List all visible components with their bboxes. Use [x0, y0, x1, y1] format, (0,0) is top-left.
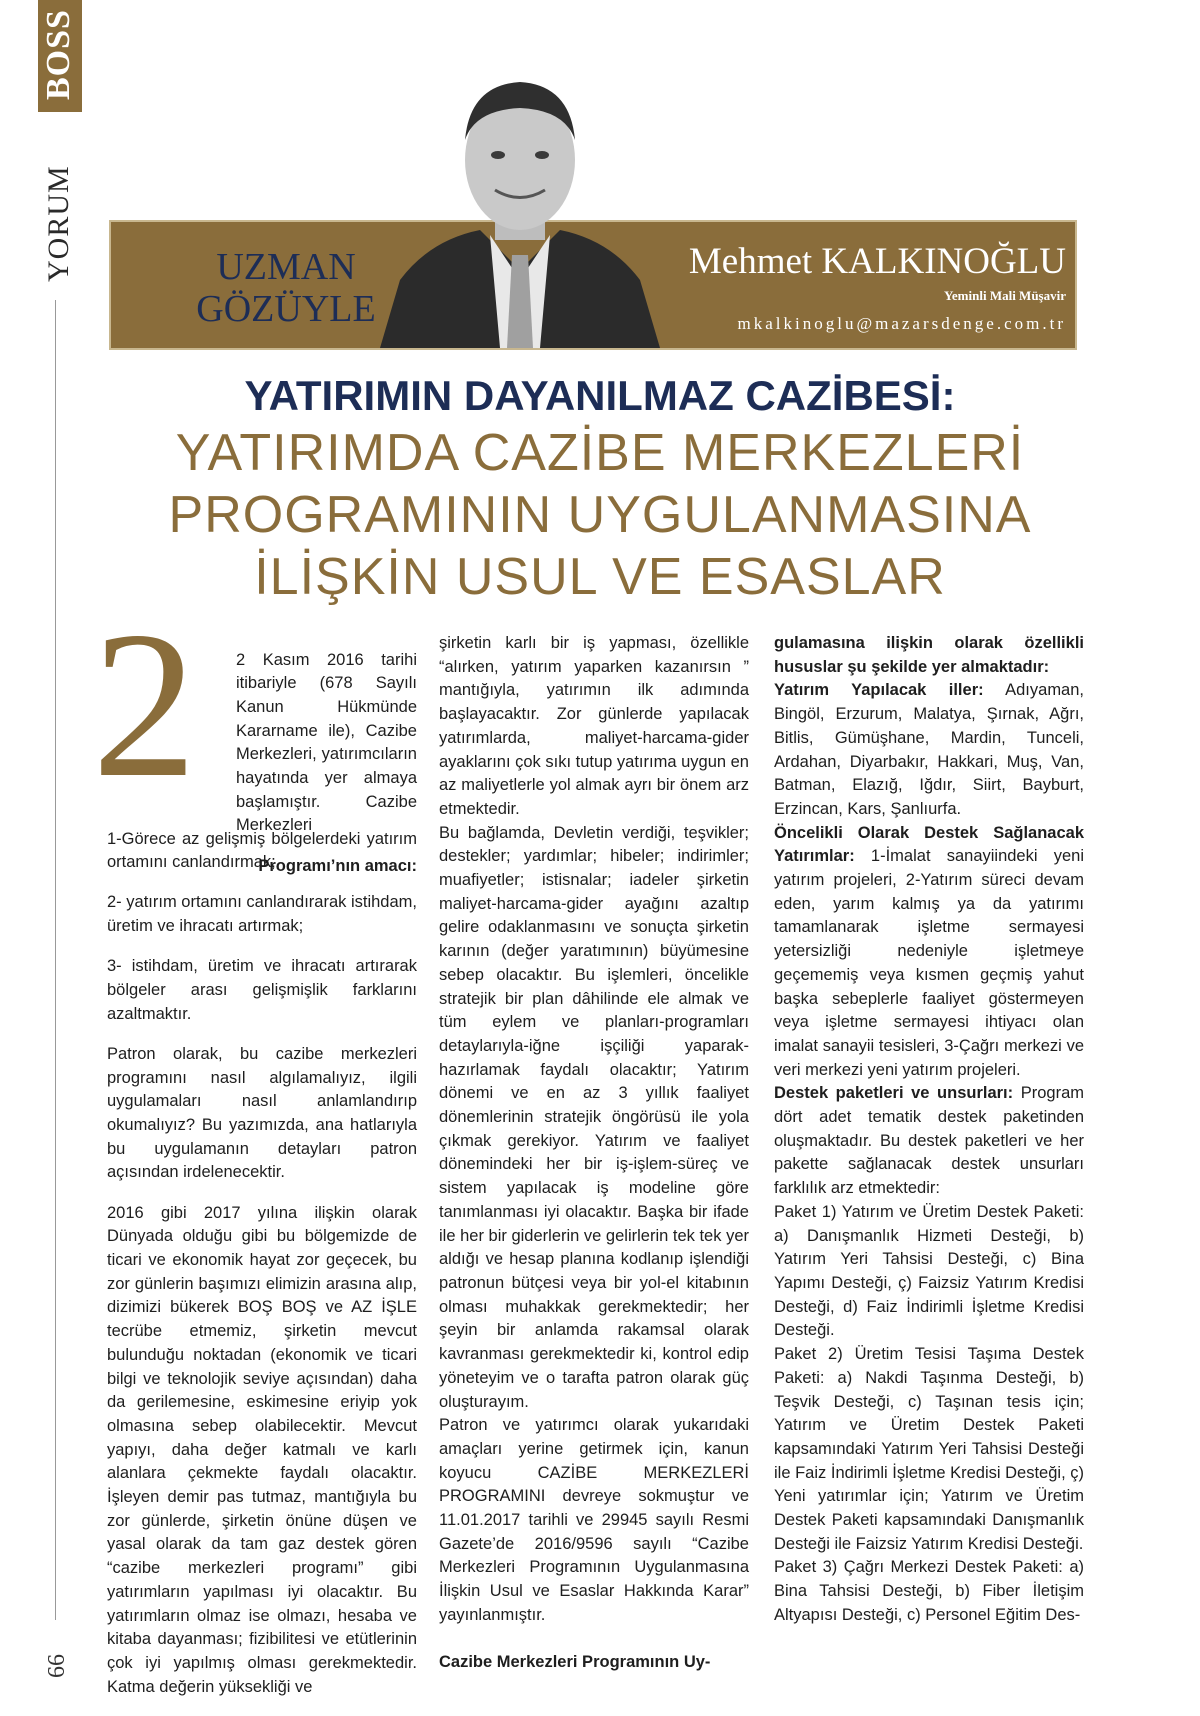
column-label-line2: GÖZÜYLE [196, 288, 376, 330]
spacer [439, 1628, 749, 1651]
author-role: Yeminli Mali Müşavir [943, 288, 1066, 303]
priority-paragraph [774, 822, 1084, 1083]
author-portrait [370, 40, 670, 348]
page-number: 66 [44, 1654, 70, 1678]
provinces-label: Yatırım Yapılacak iller: [774, 681, 984, 700]
body-paragraph: Bu bağlamda, Devletin verdiği, teşvikler; destekler; yardımlar; hibeler; indirimler; muafiyetler; istisnalar; iadeler şirketin maliyet-harcama-gider ayağını azaltıp gelire odaklanmasını ve sonuçta şirketin karının (değer yaratımının) büyümesine sebep olacaktır. Bu işlemleri, öncelikle stratejik bir plan dâhilinde ele almak ve tüm eylem ve planları-programları detaylarıyla-iğne işçiliği yaparak- hazırlamak faydalı olacaktır; Yatırım dönemi ve en az 3 yıllık faaliyet dönemlerinin stratejik öngörüsü ile yola çıkmak gerekiyor. Yatırım ve faaliyet dönemindeki her bir iş-işlem-süreç ve sistem yapılacak iş modeline göre tanımlanması iyi olacaktır. Başka bir ifade ile her bir giderlerin ve gelirlerin tek tek yer aldığı ve hesap planına kodlanıp işlendiği patronun bütçesi veya bir yol-el kitabının olması muhakkak gerekmektedir; her şeyin bir anlamda rakamsal olarak kavranması gerekmektedir ki, kontrol edip yöneteyim ve o tarafta patron olarak güç oluşturayım. [439, 823, 749, 1411]
brand-name: BOSS [40, 9, 77, 100]
provinces-list: Adıyaman, Bingöl, Erzurum, Malatya, Şırnak, Ağrı, Bitlis, Gümüşhane, Mardin, Tunceli, Ardahan, Diyarbakır, Hakkari, Muş, Van, Batman, Elazığ, Iğdır, Siirt, Bayburt, Erzincan, Kars, Şanlıurfa. [774, 681, 1084, 818]
body-paragraph: şirketin karlı bir iş yapması, özellikle “alırken, yatırım yaparken kazanırsın ” mantığıyla, yatırımın ilk adımında başlayacaktır. Zor günlerde yapılacak yatırımlarda, maliyet-harcama-gider ayaklarını çok sıkı tutup yatırıma uygun en az maliyetlerle yol almak ayrı bir önem arz etmektedir. [439, 634, 749, 818]
article-kicker: YATIRIMIN DAYANILMAZ CAZİBESİ: [244, 372, 956, 419]
package-item: Paket 3) Çağrı Merkezi Destek Paketi: a) Bina Tahsisi Desteği, b) Fiber İletişim Altyapısı Desteği, c) Personel Eğitim Des- [774, 1558, 1084, 1624]
section-name: YORUM [42, 165, 75, 282]
column-1 [107, 811, 417, 1716]
side-divider [55, 300, 56, 1620]
provinces-paragraph [774, 679, 1084, 821]
body-paragraph: Patron ve yatırımcı olarak yukarıdaki amaçları yerine getirmek için, kanun koyucu CAZİBE MERKEZLERİ PROGRAMINI devreye sokmuştur ve 11.01.2017 tarihli ve 29945 sayılı Resmi Gazete’de 2016/9596 sayılı “Cazibe Merkezleri Programının Uygulanmasına İlişkin Usul ve Esaslar Hakkında Karar” yayınlanmıştır. [439, 1416, 749, 1624]
section-heading-continued: gulamasına ilişkin olarak özellikli hususlar şu şekilde yer almaktadır: [774, 634, 1084, 676]
body-paragraph: 2016 gibi 2017 yılına ilişkin olarak Dünyada olduğu gibi bu bölgemizde de ticari ve ekonomik hayat zor geçecek, bu zor günlerin başımızı elimizin arasına alıp, dizimizi bükerek BOŞ BOŞ ve AZ İŞLE tecrübe etmemiz, şirketin mevcut bulunduğu noktadan (ekonomik ve ticari bilgi ve teknolojik seviye açısından) daha da gerilemesine, eskimesine eriyip yok olmasına sebep olabilecektir. Mevcut yapıyı, daha değer katmalı ve karlı alanlara çekmekte faydalı olacaktır. İşleyen demir pas tutmaz, mantığıyla bu zor günlerde, şirketin önüne düşen ve yasal olarak da tam gaz destek gören “cazibe merkezleri programı” gibi yatırımların yapılması iyi olacaktır. Bu yatırımların olmaz ise olmazı, hesaba ve kitaba dayanması; fizibilitesi ve etütlerinin çok iyi yapılmış olması gerekmektedir. Katma değerin yüksekliği ve [107, 1203, 417, 1696]
packages-paragraph [774, 1082, 1084, 1201]
page-number-box [38, 1610, 82, 1689]
side-tag [38, 0, 82, 285]
article-title-line: PROGRAMININ UYGULANMASINA [168, 486, 1032, 544]
packages-label: Destek paketleri ve unsurları: [774, 1084, 1014, 1103]
package-item: Paket 2) Üretim Tesisi Taşıma Destek Paketi: a) Nakdi Taşınma Desteği, b) Teşvik Desteği, c) Taşınan tesis için; Yatırım ve Üretim Destek Paketi kapsamındaki Yatırım Yeri Tahsisi Desteği ile Faiz İndirimli İşletme Kredisi Desteği, ç) Yeni yatırımlar için; Yatırım ve Üretim Destek Paketi kapsamındaki Danışmanlık Desteği ile Faizsiz Yatırım Kredisi Desteği. [774, 1345, 1084, 1553]
article-title-line: İLİŞKİN USUL VE ESASLAR [254, 548, 946, 606]
priority-label: Öncelikli Olarak Destek Sağlanacak Yatırımlar: [774, 823, 1084, 866]
aim-item: 1-Görece az gelişmiş bölgelerdeki yatırım ortamını canlandırmak; [107, 829, 417, 872]
author-name: Mehmet KALKINOĞLU [688, 241, 1066, 282]
program-aim-heading: Programı’nın amacı: [258, 856, 417, 875]
article-title-line: YATIRIMDA CAZİBE MERKEZLERİ [175, 424, 1025, 482]
column-label-line1: UZMAN [216, 246, 356, 288]
column-2 [439, 632, 749, 1674]
intro-paragraph: 2 Kasım 2016 tarihi itibariyle (678 Sayılı Kanun Hükmünde Kararname ile), Cazibe Merkezleri, yatırımcıların hayatında yer almaya başlamıştır. Cazibe Merkezleri [236, 650, 417, 835]
aim-item: 3- istihdam, üretim ve ihracatı artırarak bölgeler arası gelişmişlik farklarını azaltmaktır. [107, 957, 417, 1023]
packages-text: Program dört adet tematik destek paketinden oluşmaktadır. Bu destek paketleri ve her pakette sağlanacak destek unsurları farklılık arz etmektedir: [774, 1084, 1084, 1198]
column-3 [774, 632, 1084, 1628]
aim-item: 2- yatırım ortamını canlandırarak istihdam, üretim ve ihracatı artırmak; [107, 893, 417, 936]
priority-text: 1-İmalat sanayiindeki yeni yatırım projeleri, 2-Yatırım süreci devam eden, yarım kalmış ya da yatırımı tamamlanarak işletme sermayesi yetersizliği nedeniyle işletmeye geçememiş veya kısmen geçmiş yahut başka sebeplerle faaliyet göstermeyen veya işletme sermayesi ihtiyacı olan imalat sanayii tesisleri, 3-Çağrı merkezi ve veri merkezi yeni yatırım projeleri. [774, 847, 1084, 1079]
author-email[interactable]: mkalkinoglu@mazarsdenge.com.tr [737, 314, 1066, 333]
article-title [120, 422, 1080, 608]
body-paragraph: Patron olarak, bu cazibe merkezleri programını nasıl algılamalıyız, ilgili uygulamaları nasıl anlamlandırıp okumalıyız? Bu yazımızda, ana hatlarıyla bu uygulamanın detayları patron açısından irdelenecektir. [107, 1044, 417, 1182]
drop-cap: 2 [92, 589, 197, 821]
package-item: Paket 1) Yatırım ve Üretim Destek Paketi: a) Danışmanlık Hizmeti Desteği, b) Yatırım Yeri Tahsisi Desteği, c) Bina Yapımı Desteği, ç) Faizsiz Yatırım Kredisi Desteği, d) Faiz İndirimli İşletme Kredisi Desteği. [774, 1202, 1084, 1340]
section-heading: Cazibe Merkezleri Programının Uy- [439, 1652, 711, 1671]
